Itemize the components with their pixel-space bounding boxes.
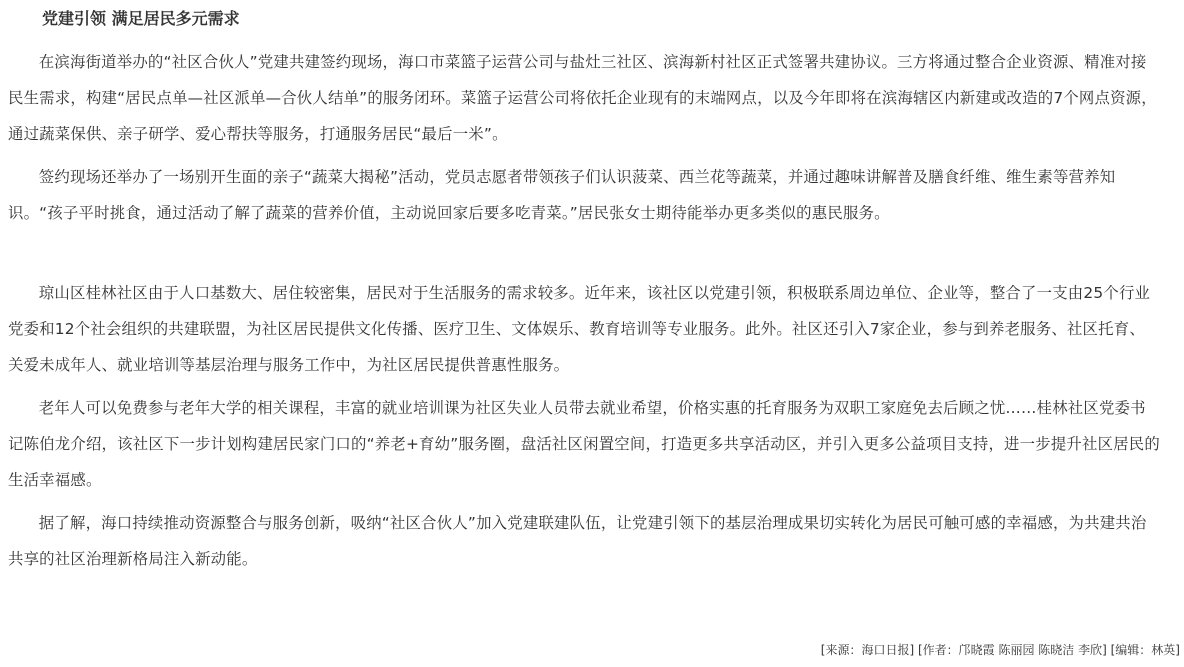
section-heading: 党建引领 满足居民多元需求 [42,9,240,28]
article-paragraph: 琼山区桂林社区由于人口基数大、居住较密集，居民对于生活服务的需求较多。近年来，该社区以党建引领，积极联系周边单位、企业等，整合了一支由25个行业党委和12个社会组织的共建联盟，为社区居民提供文化传播、医疗卫生、文体娱乐、教育培训等专业服务。此外。社区还引入7家企业，参与到养老服务、社区托育、关爱未成年人、就业培训等基层治理与服务工作中，为社区居民提供普惠性服务。 [8,284,1151,374]
article-paragraph: 据了解，海口持续推动资源整合与服务创新，吸纳“社区合伙人”加入党建联建队伍，让党建引领下的基层治理成果切实转化为居民可触可感的幸福感，为共建共治共享的社区治理新格局注入新动能。 [8,514,1147,568]
byline-source: [来源：海口日报] [820,643,915,657]
article-paragraph: 老年人可以免费参与老年大学的相关课程，丰富的就业培训课为社区失业人员带去就业希望，价格实惠的托育服务为双职工家庭免去后顾之忧……桂林社区党委书记陈伯龙介绍，该社区下一步计划构建居民家门口的“养老+育幼”服务圈，盘活社区闲置空间，打造更多共享活动区，并引入更多公益项目支持，进一步提升社区居民的生活幸福感。 [8,399,1160,489]
article-byline [821,641,1180,659]
byline-authors: [作者：邝晓霞 陈丽园 陈晓洁 李欣] [917,643,1107,657]
article-paragraph: 签约现场还举办了一场别开生面的亲子“蔬菜大揭秘”活动，党员志愿者带领孩子们认识菠菜、西兰花等蔬菜，并通过趣味讲解普及膳食纤维、维生素等营养知识。“孩子平时挑食，通过活动了解了蔬菜的营养价值，主动说回家后要多吃青菜。”居民张女士期待能举办更多类似的惠民服务。 [8,168,1116,222]
byline-editor: [编辑：林英] [1110,643,1180,657]
article-paragraph: 在滨海街道举办的“社区合伙人”党建共建签约现场，海口市菜篮子运营公司与盐灶三社区、滨海新村社区正式签署共建协议。三方将通过整合企业资源、精准对接民生需求，构建“居民点单—社区派单—合伙人结单”的服务闭环。菜篮子运营公司将依托企业现有的末端网点，以及今年即将在滨海辖区内新建或改造的7个网点资源，通过蔬菜保供、亲子研学、爱心帮扶等服务，打通服务居民“最后一米”。 [8,53,1157,143]
